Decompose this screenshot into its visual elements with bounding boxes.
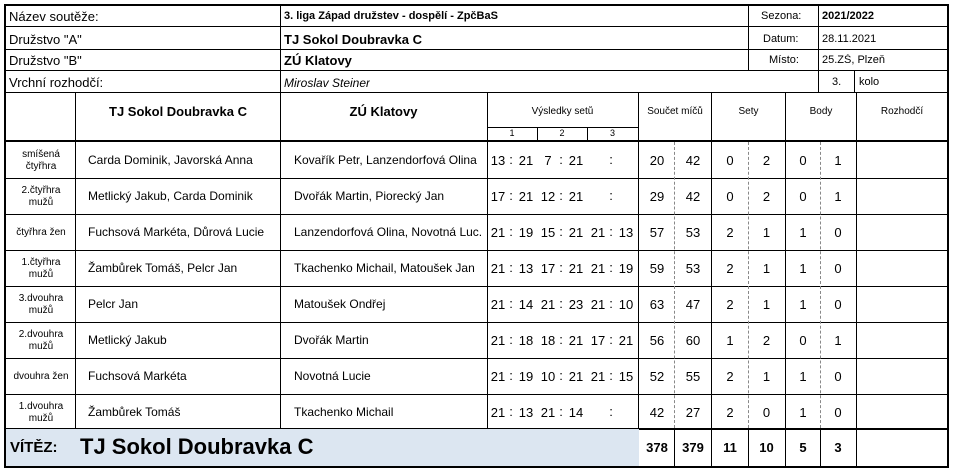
total-points-a: 5 [799, 440, 807, 455]
balls-a: 59 [649, 261, 665, 276]
set-score-b: 18 [518, 333, 534, 348]
column-set1: 1 [509, 128, 515, 138]
set-score-b: 21 [568, 261, 584, 276]
balls-b: 60 [685, 333, 701, 348]
player-a: Žambůrek Tomáš [88, 405, 181, 419]
total-balls-b: 379 [682, 440, 704, 455]
set-score-a: 12 [540, 189, 556, 204]
player-a: Pelcr Jan [88, 297, 139, 311]
player-a: Fuchsová Markéta [88, 369, 187, 383]
match-type: 2.dvouhra mužů [18, 329, 64, 352]
points-a: 1 [799, 225, 807, 240]
player-b: Novotná Lucie [294, 369, 371, 383]
player-b: Dvořák Martin [294, 333, 369, 347]
set-colon: : [509, 260, 513, 275]
column-team-a: TJ Sokol Doubravka C [109, 104, 247, 119]
sets-a: 2 [726, 369, 734, 384]
sets-b: 1 [762, 297, 771, 312]
points-a: 1 [799, 405, 807, 420]
balls-a: 63 [649, 297, 665, 312]
column-set2: 2 [559, 128, 565, 138]
set-colon: : [609, 368, 613, 383]
round-label: kolo [859, 76, 880, 88]
column-points-sum: Součet míčů [647, 106, 703, 117]
balls-a: 20 [649, 153, 665, 168]
total-sets-b: 10 [759, 440, 774, 455]
competition-value: 3. liga Západ družstev - dospělí - ZpčBaS [284, 10, 498, 22]
set-colon: : [559, 224, 563, 239]
set-score-a: 7 [544, 153, 552, 168]
balls-b: 53 [685, 225, 701, 240]
set-colon: : [609, 260, 613, 275]
set-colon: : [509, 188, 513, 203]
balls-b: 42 [685, 153, 701, 168]
set-colon: : [559, 152, 563, 167]
set-colon: : [609, 152, 613, 167]
balls-b: 53 [685, 261, 701, 276]
place-value: 25.ZŠ, Plzeň [822, 54, 885, 66]
set-colon: : [509, 296, 513, 311]
sets-b: 2 [762, 153, 771, 168]
sets-b: 2 [762, 333, 771, 348]
winner-label: VÍTĚZ: [10, 439, 58, 456]
balls-b: 27 [685, 405, 701, 420]
points-b: 0 [834, 369, 842, 384]
column-set3: 3 [609, 128, 615, 138]
set-colon: : [509, 224, 513, 239]
set-score-a: 18 [540, 333, 556, 348]
points-a: 0 [799, 189, 807, 204]
set-colon: : [509, 152, 513, 167]
sets-b: 1 [762, 225, 771, 240]
set-score-a: 21 [490, 297, 506, 312]
competition-label: Název soutěže: [9, 9, 99, 24]
column-team-b: ZÚ Klatovy [349, 104, 418, 119]
set-colon: : [559, 260, 563, 275]
sets-b: 1 [762, 369, 771, 384]
set-colon: : [509, 368, 513, 383]
player-b: Kovařík Petr, Lanzendorfová Olina [294, 153, 477, 167]
match-type: 1.čtyřhra mužů [21, 257, 61, 280]
match-report-sheet [4, 4, 949, 468]
team-b-value: ZÚ Klatovy [284, 53, 352, 68]
sets-b: 0 [762, 405, 771, 420]
set-score-a: 21 [590, 225, 606, 240]
set-score-b: 14 [518, 297, 534, 312]
set-score-a: 17 [590, 333, 606, 348]
sets-a: 1 [726, 333, 734, 348]
sets-a: 0 [726, 189, 734, 204]
points-a: 0 [799, 333, 807, 348]
set-score-a: 21 [540, 405, 556, 420]
match-type: čtyřhra žen [16, 227, 66, 238]
date-value: 28.11.2021 [822, 33, 877, 45]
set-colon: : [509, 332, 513, 347]
set-score-b: 13 [518, 405, 534, 420]
set-colon: : [559, 188, 563, 203]
team-a-value: TJ Sokol Doubravka C [284, 32, 422, 47]
sets-a: 2 [726, 261, 734, 276]
set-score-a: 21 [590, 261, 606, 276]
set-score-a: 21 [590, 297, 606, 312]
set-score-b: 23 [568, 297, 584, 312]
set-score-a: 13 [490, 153, 506, 168]
referee-value: Miroslav Steiner [284, 76, 371, 90]
set-score-a: 21 [490, 225, 506, 240]
set-colon: : [559, 404, 563, 419]
winner-value: TJ Sokol Doubravka C [80, 434, 314, 459]
points-b: 0 [834, 261, 842, 276]
total-balls-a: 378 [646, 440, 668, 455]
set-colon: : [559, 368, 563, 383]
balls-b: 42 [685, 189, 701, 204]
team-a-label: Družstvo "A" [9, 32, 82, 47]
set-score-b: 19 [518, 369, 534, 384]
sets-a: 2 [726, 297, 734, 312]
set-score-a: 21 [490, 261, 506, 276]
balls-b: 55 [685, 369, 701, 384]
points-b: 1 [834, 333, 842, 348]
sets-a: 0 [726, 153, 734, 168]
set-score-b: 19 [518, 225, 534, 240]
match-type: 3.dvouhra mužů [18, 293, 64, 316]
set-score-a: 15 [540, 225, 556, 240]
sets-a: 2 [726, 225, 734, 240]
points-a: 1 [799, 261, 807, 276]
set-score-a: 21 [590, 369, 606, 384]
set-score-a: 17 [490, 189, 506, 204]
player-b: Tkachenko Michail, Matoušek Jan [294, 261, 475, 275]
sets-b: 1 [762, 261, 771, 276]
set-colon: : [609, 296, 613, 311]
points-a: 1 [799, 297, 807, 312]
player-a: Metlický Jakub [88, 333, 167, 347]
player-b: Lanzendorfová Olina, Novotná Luc. [294, 225, 483, 239]
column-points: Body [809, 106, 833, 117]
balls-a: 42 [649, 405, 665, 420]
sets-a: 2 [726, 405, 734, 420]
set-colon: : [609, 332, 613, 347]
points-a: 0 [799, 153, 807, 168]
total-sets-a: 11 [723, 440, 737, 455]
round-number: 3. [832, 76, 842, 88]
season-value: 2021/2022 [822, 10, 874, 22]
player-a: Fuchsová Markéta, Důrová Lucie [88, 225, 265, 239]
set-score-b: 21 [518, 153, 534, 168]
set-score-b: 21 [618, 333, 634, 348]
set-score-b: 21 [568, 225, 584, 240]
set-colon: : [559, 332, 563, 347]
sets-b: 2 [762, 189, 771, 204]
set-score-b: 19 [618, 261, 634, 276]
player-b: Dvořák Martin, Piorecký Jan [294, 189, 445, 203]
player-b: Matoušek Ondřej [294, 297, 386, 311]
balls-a: 57 [649, 225, 665, 240]
set-score-a: 21 [540, 297, 556, 312]
balls-b: 47 [685, 297, 701, 312]
column-referee: Rozhodčí [880, 106, 924, 117]
referee-label: Vrchní rozhodčí: [9, 75, 104, 90]
set-score-b: 10 [618, 297, 634, 312]
player-a: Metlický Jakub, Carda Dominik [88, 189, 253, 203]
set-colon: : [609, 404, 613, 419]
player-a: Carda Dominik, Javorská Anna [88, 153, 253, 167]
set-score-b: 13 [618, 225, 634, 240]
set-score-b: 21 [568, 369, 584, 384]
column-set-results: Výsledky setů [531, 106, 594, 117]
set-score-b: 21 [568, 189, 584, 204]
balls-a: 29 [649, 189, 665, 204]
set-score-a: 21 [490, 333, 506, 348]
points-b: 1 [834, 153, 842, 168]
season-label: Sezona: [761, 10, 802, 22]
place-label: Místo: [769, 54, 799, 66]
date-label: Datum: [763, 33, 799, 45]
total-points-b: 3 [834, 440, 842, 455]
points-b: 1 [834, 189, 842, 204]
match-type: smíšená čtyřhra [22, 149, 60, 172]
match-type: dvouhra žen [13, 371, 69, 382]
match-type: 1.dvouhra mužů [18, 401, 64, 424]
set-score-b: 13 [518, 261, 534, 276]
set-score-b: 21 [568, 333, 584, 348]
set-score-a: 10 [540, 369, 556, 384]
set-score-a: 17 [540, 261, 556, 276]
set-colon: : [609, 224, 613, 239]
points-b: 0 [834, 405, 842, 420]
balls-a: 56 [649, 333, 665, 348]
match-type: 2.čtyřhra mužů [21, 185, 61, 208]
player-b: Tkachenko Michail [294, 405, 394, 419]
set-score-b: 14 [568, 405, 584, 420]
team-b-label: Družstvo "B" [9, 53, 82, 68]
set-score-b: 15 [618, 369, 634, 384]
balls-a: 52 [649, 369, 665, 384]
column-sets: Sety [738, 106, 759, 117]
set-colon: : [609, 188, 613, 203]
points-a: 1 [799, 369, 807, 384]
set-score-a: 21 [490, 369, 506, 384]
set-colon: : [509, 404, 513, 419]
points-b: 0 [834, 225, 842, 240]
set-score-b: 21 [568, 153, 584, 168]
points-b: 0 [834, 297, 842, 312]
set-score-b: 21 [518, 189, 534, 204]
player-a: Žambůrek Tomáš, Pelcr Jan [88, 261, 238, 275]
set-score-a: 21 [490, 405, 506, 420]
set-colon: : [559, 296, 563, 311]
